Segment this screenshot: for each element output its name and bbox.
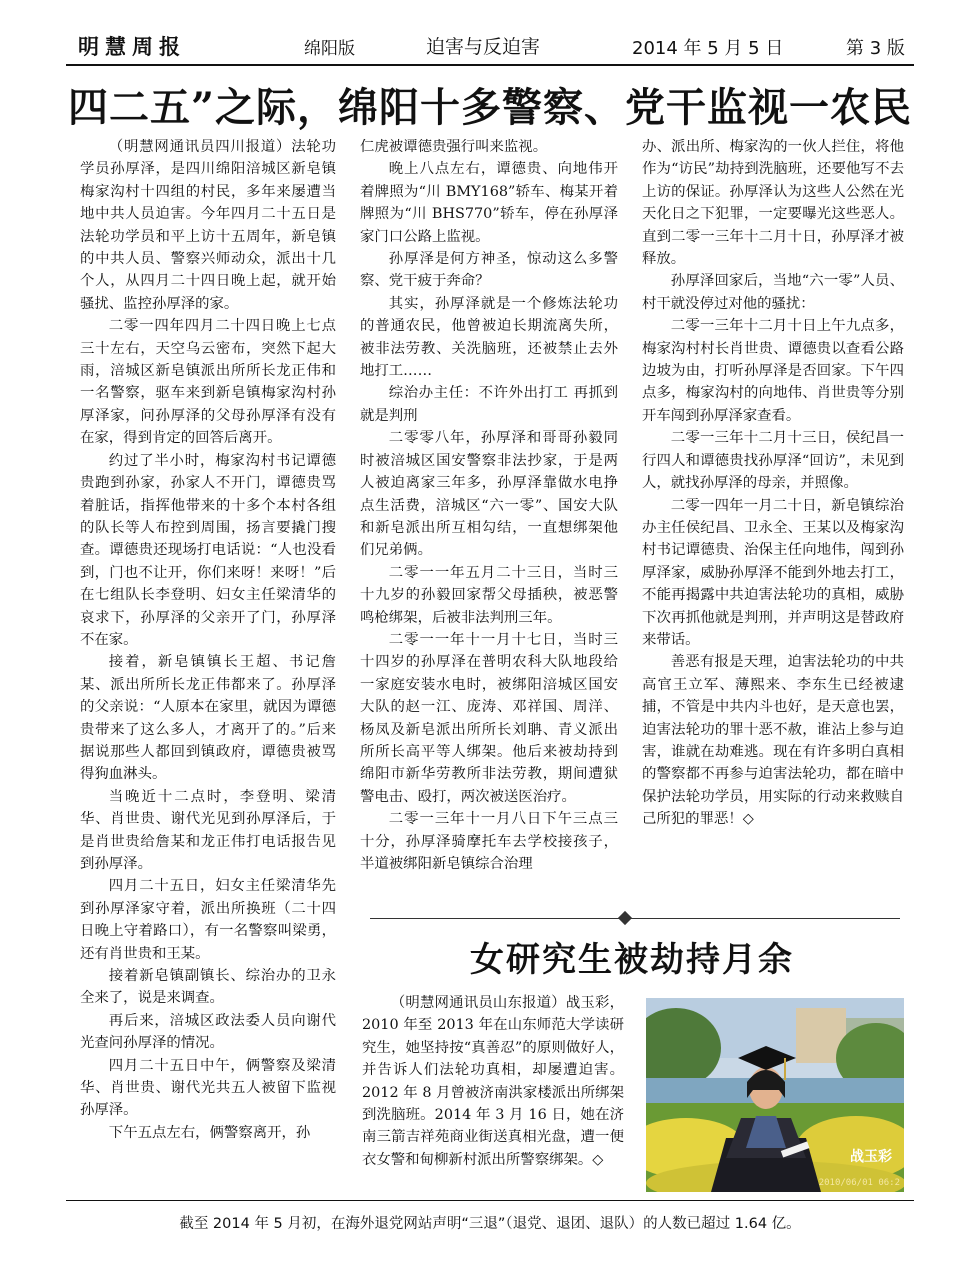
paragraph: 孙厚泽回家后，当地“六一零”人员、村干就没停过对他的骚扰： bbox=[642, 273, 904, 312]
article-headline: 四二五”之际，绵阳十多警察、党干监视一农民 bbox=[67, 84, 912, 131]
paragraph: 当晚近十二点时，李登明、梁清华、肖世贵、谢代光见到孙厚泽后，于是肖世贵给詹某和龙正伟打电话报告见到孙厚泽。 bbox=[80, 788, 336, 872]
paragraph: 其实，孙厚泽就是一个修炼法轮功的普通农民，他曾被迫长期流离失所，被非法劳教、关洗脑班，还被禁止去外地打工…… bbox=[360, 295, 618, 380]
article-separator bbox=[370, 918, 900, 920]
paragraph: 晚上八点左右，谭德贵、向地伟开着牌照为“川 BMY168”轿车、梅某开着牌照为“川 BHS770”轿车，停在孙厚泽家门口公路上监视。 bbox=[360, 161, 618, 245]
paragraph: 二零一四年四月二十四日晚上七点三十左右，天空乌云密布，突然下起大雨，涪城区新皂镇派出所所长龙正伟和一名警察，驱车来到新皂镇梅家沟村孙厚泽家，问孙厚泽的父母孙厚泽有没有在家，得到肯定的回答后离开。 bbox=[80, 318, 336, 447]
photo-caption: 战玉彩 bbox=[850, 1149, 892, 1165]
photo-timestamp: 2010/06/01 06:2 bbox=[818, 1178, 900, 1188]
paragraph: 善恶有报是天理，迫害法轮功的中共高官王立军、薄熙来、李东生已经被逮捕，不管是中共内斗也好，是天意也罢，迫害法轮功的罪十恶不赦，谁沾上参与迫害，谁就在劫难逃。现在有许多明白真相的警察都不再参与迫害法轮功，都在暗中保护法轮功学员，用实际的行动来救赎自己所犯的罪恶！◇ bbox=[642, 654, 904, 828]
page-number: 第 3 版 bbox=[846, 38, 905, 59]
article-column-2 bbox=[360, 136, 618, 875]
paragraph: 四月二十五日中午，俩警察及梁清华、肖世贵、谢代光共五人被留下监视孙厚泽。 bbox=[80, 1057, 336, 1119]
paragraph: 办、派出所、梅家沟的一伙人拦住，将他作为“访民”劫持到洗脑班，还要他写不去上访的保证。孙厚泽认为这些人公然在光天化日之下犯罪，一定要曝光这些恶人。直到二零一三年十二月十日，孙厚泽才被释放。 bbox=[642, 139, 904, 268]
paragraph: 二零一三年十二月十三日，侯纪昌一行四人和谭德贵找孙厚泽“回访”，未见到人，就找孙厚泽的母亲，并照像。 bbox=[642, 430, 904, 492]
section-label: 迫害与反迫害 bbox=[426, 36, 541, 58]
edition-label: 绵阳版 bbox=[304, 39, 355, 59]
paragraph: 下午五点左右，俩警察离开，孙 bbox=[108, 1124, 311, 1141]
graduate-photo bbox=[646, 998, 904, 1192]
article-column-1 bbox=[80, 136, 336, 1144]
paragraph: （明慧网通讯员山东报道）战玉彩，2010 年至 2013 年在山东师范大学读研究生，她坚持按“真善忍”的原则做好人，并告诉人们法轮功真相，却屡遭迫害。2012 年 8 月曾被济南洪家楼派出所绑架到洗脑班。2014 年 3 月 16 日，她在济南三箭吉祥苑商业街送真相光盘，遭一便衣女警和甸柳新村派出所警察绑架。◇ bbox=[362, 995, 624, 1168]
article-2-body bbox=[362, 992, 624, 1171]
newspaper-name: 明慧周报 bbox=[78, 35, 186, 59]
paragraph: 二零一三年十一月八日下午三点三十分，孙厚泽骑摩托车去学校接孩子，半道被绑阳新皂镇综合治理 bbox=[360, 811, 618, 872]
diamond-ornament-icon bbox=[618, 911, 632, 925]
paragraph: 仁虎被谭德贵强行叫来监视。 bbox=[360, 139, 548, 155]
paragraph: 孙厚泽是何方神圣，惊动这么多警察、党干疲于奔命？ bbox=[360, 251, 618, 290]
paragraph: （明慧网通讯员四川报道）法轮功学员孙厚泽，是四川绵阳涪城区新皂镇梅家沟村十四组的村民，多年来屡遭当地中共人员迫害。今年四月二十五日是法轮功学员和平上访十五周年，新皂镇的中共人员、警察兴师动众，派出十几个人，从四月二十四日晚上起，就开始骚扰、监控孙厚泽的家。 bbox=[80, 139, 336, 312]
footer-notice: 截至 2014 年 5 月初，在海外退党网站声明“三退”（退党、退团、退队）的人数已超过 1.64 亿。 bbox=[179, 1216, 801, 1232]
paragraph: 二零零八年，孙厚泽和哥哥孙毅同时被涪城区国安警察非法抄家，于是两人被迫离家三年多，孙厚泽靠做水电挣点生活费，涪城区“六一零”、国安大队和新皂派出所互相勾结，一直想绑架他们兄弟俩。 bbox=[360, 430, 618, 559]
article-headline-2: 女研究生被劫持月余 bbox=[470, 940, 794, 980]
paragraph: 接着，新皂镇镇长王超、书记詹某、派出所所长龙正伟都来了。孙厚泽的父亲说：“人原本在家里，就因为谭德贵带来了这么多人，才离开了的。”后来据说那些人都回到镇政府，谭德贵被骂得狗血淋头。 bbox=[80, 654, 336, 783]
masthead bbox=[66, 30, 914, 64]
paragraph: 四月二十五日，妇女主任梁清华先到孙厚泽家守着，派出所换班（二十四日晚上守着路口），有一名警察叫梁勇，还有肖世贵和王某。 bbox=[80, 878, 336, 962]
paragraph: 再后来，涪城区政法委人员向谢代光查问孙厚泽的情况。 bbox=[80, 1012, 336, 1052]
paragraph: 约过了半小时，梅家沟村书记谭德贵跑到孙家，孙家人不开门，谭德贵骂着脏话，指挥他带来的十多个本村各组的队长等人布控到周围，扬言要撬门搜查。谭德贵还现场打电话说：“人也没看到，门也不让开，你们来呀！来呀！”后在七组队长李登明、妇女主任梁清华的哀求下，孙厚泽的父亲开了门，孙厚泽不在家。 bbox=[80, 452, 336, 648]
paragraph: 二零一三年十二月十日上午九点多，梅家沟村村长肖世贵、谭德贵以查看公路边坡为由，打听孙厚泽是否回家。下午四点多，梅家沟村的向地伟、肖世贵等分别开车闯到孙厚泽家查看。 bbox=[642, 318, 904, 424]
paragraph: 二零一四年一月二十日，新皂镇综治办主任侯纪昌、卫永全、王某以及梅家沟村书记谭德贵、治保主任向地伟，闯到孙厚泽家，威胁孙厚泽不能到外地去打工，不能再揭露中共迫害法轮功的真相，威胁下次再抓他就是判刑，并声明这是替政府来带话。 bbox=[642, 497, 904, 648]
paragraph: 接着新皂镇副镇长、综治办的卫永全来了，说是来调查。 bbox=[80, 968, 336, 1007]
article-column-3 bbox=[642, 136, 904, 831]
issue-date: 2014 年 5 月 5 日 bbox=[632, 38, 784, 59]
header-rule bbox=[66, 64, 914, 66]
paragraph: 二零一一年十一月十七日，当时三十四岁的孙厚泽在普明农科大队地段给一家庭安装水电时，被绑阳涪城区国安大队的赵一江、庞涛、邓祥国、周洋、杨凤及新皂派出所所长刘聃、青义派出所所长高平等人绑架。他后来被劫持到绵阳市新华劳教所非法劳教，期间遭狱警电击、殴打，两次被送医治疗。 bbox=[360, 631, 618, 805]
paragraph: 二零一一年五月二十三日，当时三十九岁的孙毅回家帮父母插秧，被恶警鸣枪绑架，后被非法判刑三年。 bbox=[360, 564, 618, 626]
subheading: 综治办主任：不许外出打工 再抓到就是判刑 bbox=[360, 385, 618, 424]
footer-rule bbox=[66, 1200, 914, 1201]
